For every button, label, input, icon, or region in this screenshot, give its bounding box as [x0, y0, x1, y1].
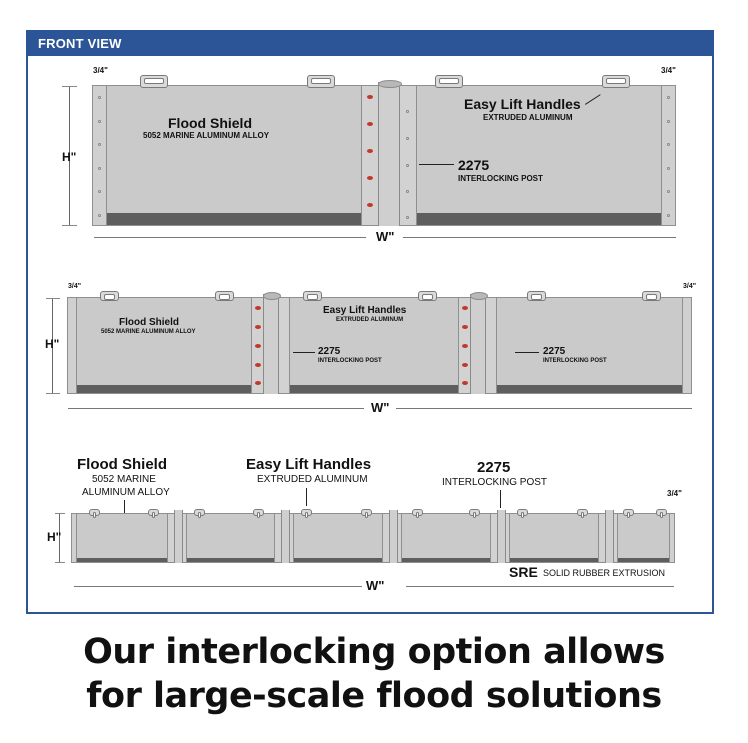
interlocking-post: [458, 297, 497, 394]
handles-subtitle: EXTRUDED ALUMINUM: [483, 113, 573, 122]
header-bar: [28, 32, 712, 56]
lift-handle: [656, 509, 667, 516]
caption-line-2: for large-scale flood solutions: [86, 676, 662, 716]
lift-handle: [303, 291, 322, 301]
post-title: 2275: [543, 346, 566, 357]
handles-subtitle: EXTRUDED ALUMINUM: [257, 474, 368, 485]
endcap-right: [669, 513, 675, 563]
lift-handle: [140, 75, 168, 88]
lift-handle: [253, 509, 264, 516]
flood-shield-panel: [293, 513, 383, 563]
lift-handle: [642, 291, 661, 301]
interlocking-post: [382, 513, 402, 563]
endcap-right: [682, 297, 692, 394]
lift-handle: [148, 509, 159, 516]
interlocking-post: [167, 513, 187, 563]
post-arrow: [293, 352, 315, 353]
interlocking-post: [598, 513, 618, 563]
lift-handle: [623, 509, 634, 516]
post-arrow: [419, 164, 454, 165]
lift-handle: [100, 291, 119, 301]
post-subtitle: INTERLOCKING POST: [318, 358, 382, 364]
flood-shield-panel: [106, 85, 362, 226]
width-label: W": [376, 229, 395, 244]
width-dimension-line: [74, 586, 362, 587]
post-subtitle: INTERLOCKING POST: [442, 477, 548, 488]
flood-shield-subtitle: 5052 MARINE ALUMINUM ALLOY: [101, 329, 196, 335]
flood-shield-subtitle: 5052 MARINE ALUMINUM ALLOY: [143, 131, 270, 140]
flood-shield-panel: [617, 513, 670, 563]
height-label: H": [45, 337, 60, 351]
sre-subtitle: SOLID RUBBER EXTRUSION: [543, 568, 666, 578]
width-label: W": [366, 578, 385, 593]
lift-handle: [602, 75, 630, 88]
endcap-dim-left: 3/4": [93, 66, 108, 75]
flood-shield-panel: [186, 513, 275, 563]
endcap-dim-right: 3/4": [683, 283, 697, 290]
interlocking-post: [490, 513, 510, 563]
width-label: W": [371, 400, 390, 415]
handles-title: Easy Lift Handles: [464, 96, 581, 112]
handles-arrow: [306, 488, 307, 506]
sre-title: SRE: [509, 564, 538, 580]
endcap-left: [92, 85, 107, 226]
post-arrow: [500, 490, 501, 508]
lift-handle: [301, 509, 312, 516]
post-title: 2275: [458, 157, 490, 173]
flood-shield-title: Flood Shield: [119, 317, 179, 328]
flood-shield-subtitle: 5052 MARINE: [92, 474, 156, 485]
post-title: 2275: [477, 459, 511, 476]
endcap-dim-right: 3/4": [667, 489, 682, 498]
flood-shield-subtitle: ALUMINUM ALLOY: [82, 487, 170, 498]
lift-handle: [435, 75, 463, 88]
flood-shield-title: Flood Shield: [77, 456, 167, 473]
lift-handle: [194, 509, 205, 516]
flood-shield-panel: [401, 513, 491, 563]
post-subtitle: INTERLOCKING POST: [458, 174, 543, 183]
endcap-dim-right: 3/4": [661, 66, 676, 75]
handles-title: Easy Lift Handles: [246, 456, 372, 473]
lift-handle: [412, 509, 423, 516]
lift-handle: [361, 509, 372, 516]
width-dimension-line: [68, 408, 364, 409]
interlocking-post: [274, 513, 294, 563]
interlocking-post: [251, 297, 290, 394]
lift-handle: [418, 291, 437, 301]
flood-shield-panel: [76, 297, 252, 394]
flood-shield-title: Flood Shield: [168, 115, 252, 131]
handles-title: Easy Lift Handles: [323, 305, 407, 316]
lift-handle: [215, 291, 234, 301]
header-title: FRONT VIEW: [38, 36, 122, 51]
height-label: H": [62, 150, 77, 164]
lift-handle: [517, 509, 528, 516]
flood-shield-panel: [496, 297, 683, 394]
handles-subtitle: EXTRUDED ALUMINUM: [336, 317, 404, 323]
flood-shield-panel: [76, 513, 168, 563]
post-subtitle: INTERLOCKING POST: [543, 358, 607, 364]
lift-handle: [89, 509, 100, 516]
caption-line-1: Our interlocking option allows: [83, 632, 665, 672]
lift-handle: [577, 509, 588, 516]
post-title: 2275: [318, 346, 341, 357]
lift-handle: [527, 291, 546, 301]
post-arrow: [515, 352, 539, 353]
height-label: H": [47, 530, 62, 544]
flood-shield-panel: [509, 513, 599, 563]
interlocking-post: [361, 85, 417, 226]
lift-handle: [469, 509, 480, 516]
endcap-right: [661, 85, 676, 226]
width-dimension-line: [94, 237, 366, 238]
lift-handle: [307, 75, 335, 88]
endcap-dim-left: 3/4": [68, 283, 82, 290]
